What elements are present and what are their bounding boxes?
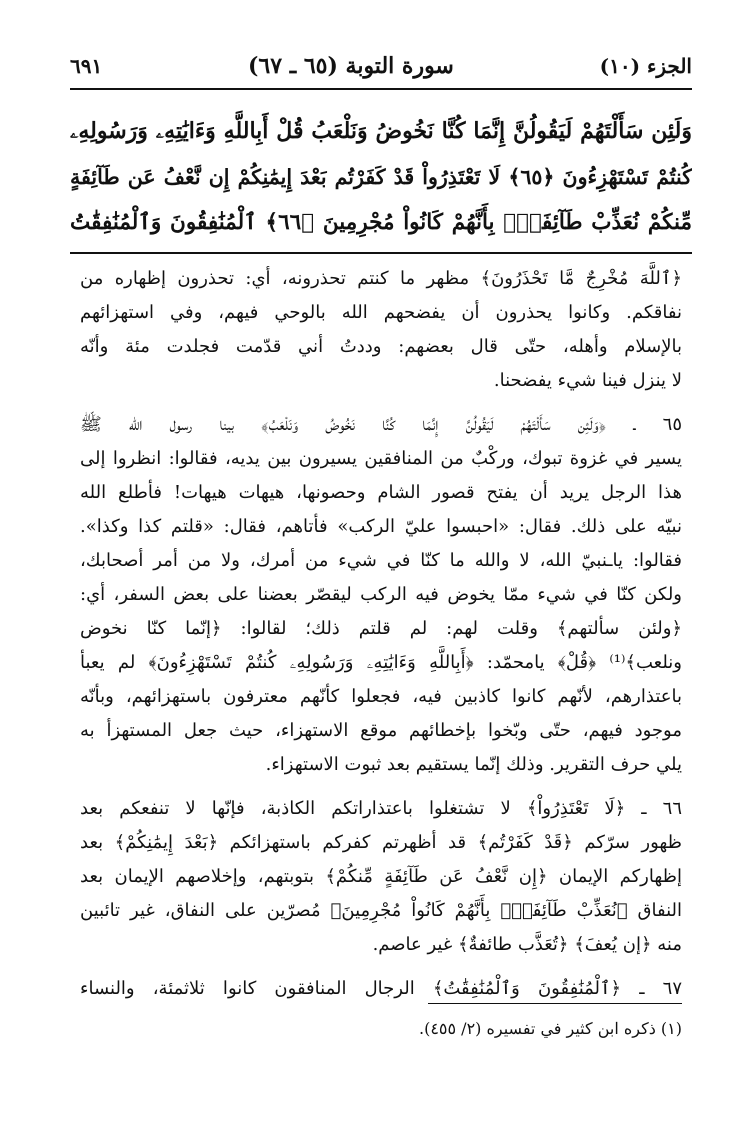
text-line: نفاقكم. وكانوا يحذرون أن يفضحهم الله بالوحي فيهم، وفي استهزائهم <box>80 302 682 323</box>
paragraph-verse-65 <box>80 408 682 782</box>
page-header <box>70 46 692 86</box>
text-line: ٦٧ ـ ﴿ٱلْمُنَٰفِقُونَ وَٱلْمُنَٰفِقَٰتُ﴾ الرجال المنافقون كانوا ثلاثمئة، والنساء <box>80 978 682 999</box>
text-line: ونلعب﴾⁽¹⁾ ﴿قُلْ﴾ يامحمّد: ﴿أَبِاللَّهِ وَءَايَٰتِهِۦ وَرَسُولِهِۦ كُنتُمْ تَسْتَهْزِءُونَ﴾ لم يعبأ <box>80 652 682 673</box>
text-line: ٦٦ ـ ﴿لَا تَعْتَذِرُواْ﴾ لا تشتغلوا باعتذاراتكم الكاذبة، فإنّها لا تنفعكم بعد <box>80 798 682 819</box>
page-number: ٦٩١ <box>70 54 103 78</box>
verse-line: وَلَئِن سَأَلْتَهُمْ لَيَقُولُنَّ إِنَّمَا كُنَّا نَخُوضُ وَنَلْعَبُ قُلْ أَبِاللَّهِ وَءَايَٰتِهِۦ وَرَسُولِهِۦ <box>70 118 692 144</box>
paragraph-verse-67 <box>80 972 682 1006</box>
text-line: ولكن كنّا في شيء ممّا يخوض فيه الركب ليقصّر بعضنا على بعض السفر، أي: <box>80 584 682 605</box>
verse-line: مِّنكُمْ نُعَذِّبْ طَآئِفَةًۢ بِأَنَّهُمْ كَانُواْ مُجْرِمِينَ ﴿٦٦﴾ ٱلْمُنَٰفِقُونَ وَٱلْمُنَٰفِقَٰتُ <box>70 210 692 235</box>
text-line: لا ينزل فينا شيء يفضحنا. <box>493 370 682 391</box>
text-line: منه ﴿إن يُعفَ﴾ ﴿تُعَذَّب طائفةٌ﴾ غير عاصم. <box>372 934 682 955</box>
text-line: بالإسلام وأهله، حتّى قال بعضهم: وددتُ أني قدّمت فجلدت مئة وأنّه <box>80 336 682 357</box>
text-line: إظهاركم الإيمان ﴿إِن نَّعْفُ عَن طَآئِفَةٍ مِّنكُمْ﴾ بتوبتهم، وإخلاصهم الإيمان بعد <box>80 866 682 887</box>
text-line: هذا الرجل يريد أن يفتح قصور الشام وحصونها، هيهات هيهات! فأطلع الله <box>80 482 682 503</box>
text-line: ﴿ولئن سألتهم﴾ وقلت لهم: لم قلتم ذلك؛ لقالوا: ﴿إنّما كنّا نخوض <box>80 618 682 639</box>
text-line: يلي حرف التقرير. وذلك إنّما يستقيم بعد ثبوت الاستهزاء. <box>265 754 682 775</box>
verses-rule <box>70 252 692 254</box>
text-line: ٦٥ ـ ﴿وَلَئِن سَأَلْتَهُمْ لَيَقُولُنَّ إِنَّمَا كُنَّا نَخُوضُ وَنَلْعَبُ﴾ بينا رسول الله ﷺ <box>80 414 682 435</box>
text-line: فقالوا: ياـنبيّ الله، لا والله ما كنّا في شيء من أمرك، ولا من أمر أصحابك، <box>80 550 682 571</box>
text-line: باعتذارهم، لأنّهم كانوا كاذبين فيه، فجعلوا كأنّهم معترفون باستهزائهم، وبأنّه <box>80 686 682 707</box>
paragraph-verse-66 <box>80 792 682 962</box>
text-line: ﴿ٱللَّهَ مُخْرِجٌ مَّا تَحْذَرُونَ﴾ مظهر ما كنتم تحذرونه، أي: تحذرون إظهاره من <box>80 268 682 289</box>
text-line: النفاق ﴿نُعَذِّبْ طَآئِفَةًۢ بِأَنَّهُمْ كَانُواْ مُجْرِمِينَ﴾ مُصرّين على النفاق، غير تائبين <box>80 900 682 921</box>
text-line: نبيّه على ذلك. فقال: «احبسوا عليّ الركب» فأتاهم، فقال: «قلتم كذا وكذا». <box>80 516 682 537</box>
paragraph-intro <box>80 262 682 398</box>
juz-label: الجزء (١٠) <box>599 54 692 78</box>
verse-line: كُنتُمْ تَسْتَهْزِءُونَ ﴿٦٥﴾ لَا تَعْتَذِرُواْ قَدْ كَفَرْتُم بَعْدَ إِيمَٰنِكُمْ إِن نَّعْفُ عَن طَآئِفَةٍ <box>70 165 692 189</box>
footnote: (١) ذكره ابن كثير في تفسيره (٢/ ٤٥٥). <box>418 1019 682 1038</box>
quran-verses <box>70 108 692 246</box>
footnote-rule <box>428 1003 682 1004</box>
header-rule <box>70 88 692 90</box>
surah-title: سورة التوبة (٦٥ ـ ٦٧) <box>247 53 454 79</box>
tafsir-body <box>80 262 682 1016</box>
text-line: موجود فيهم، حتّى وبّخوا بإخطائهم موقع الاستهزاء، حيث جعل المستهزأ به <box>80 720 682 741</box>
text-line: يسير في غزوة تبوك، وركْبٌ من المنافقين يسيرون بين يديه، فقالوا: انظروا إلى <box>80 448 682 469</box>
text-line: ظهور سرّكم ﴿قَدْ كَفَرْتُم﴾ قد أظهرتم كفركم باستهزائكم ﴿بَعْدَ إِيمَٰنِكُمْ﴾ بعد <box>80 832 682 853</box>
